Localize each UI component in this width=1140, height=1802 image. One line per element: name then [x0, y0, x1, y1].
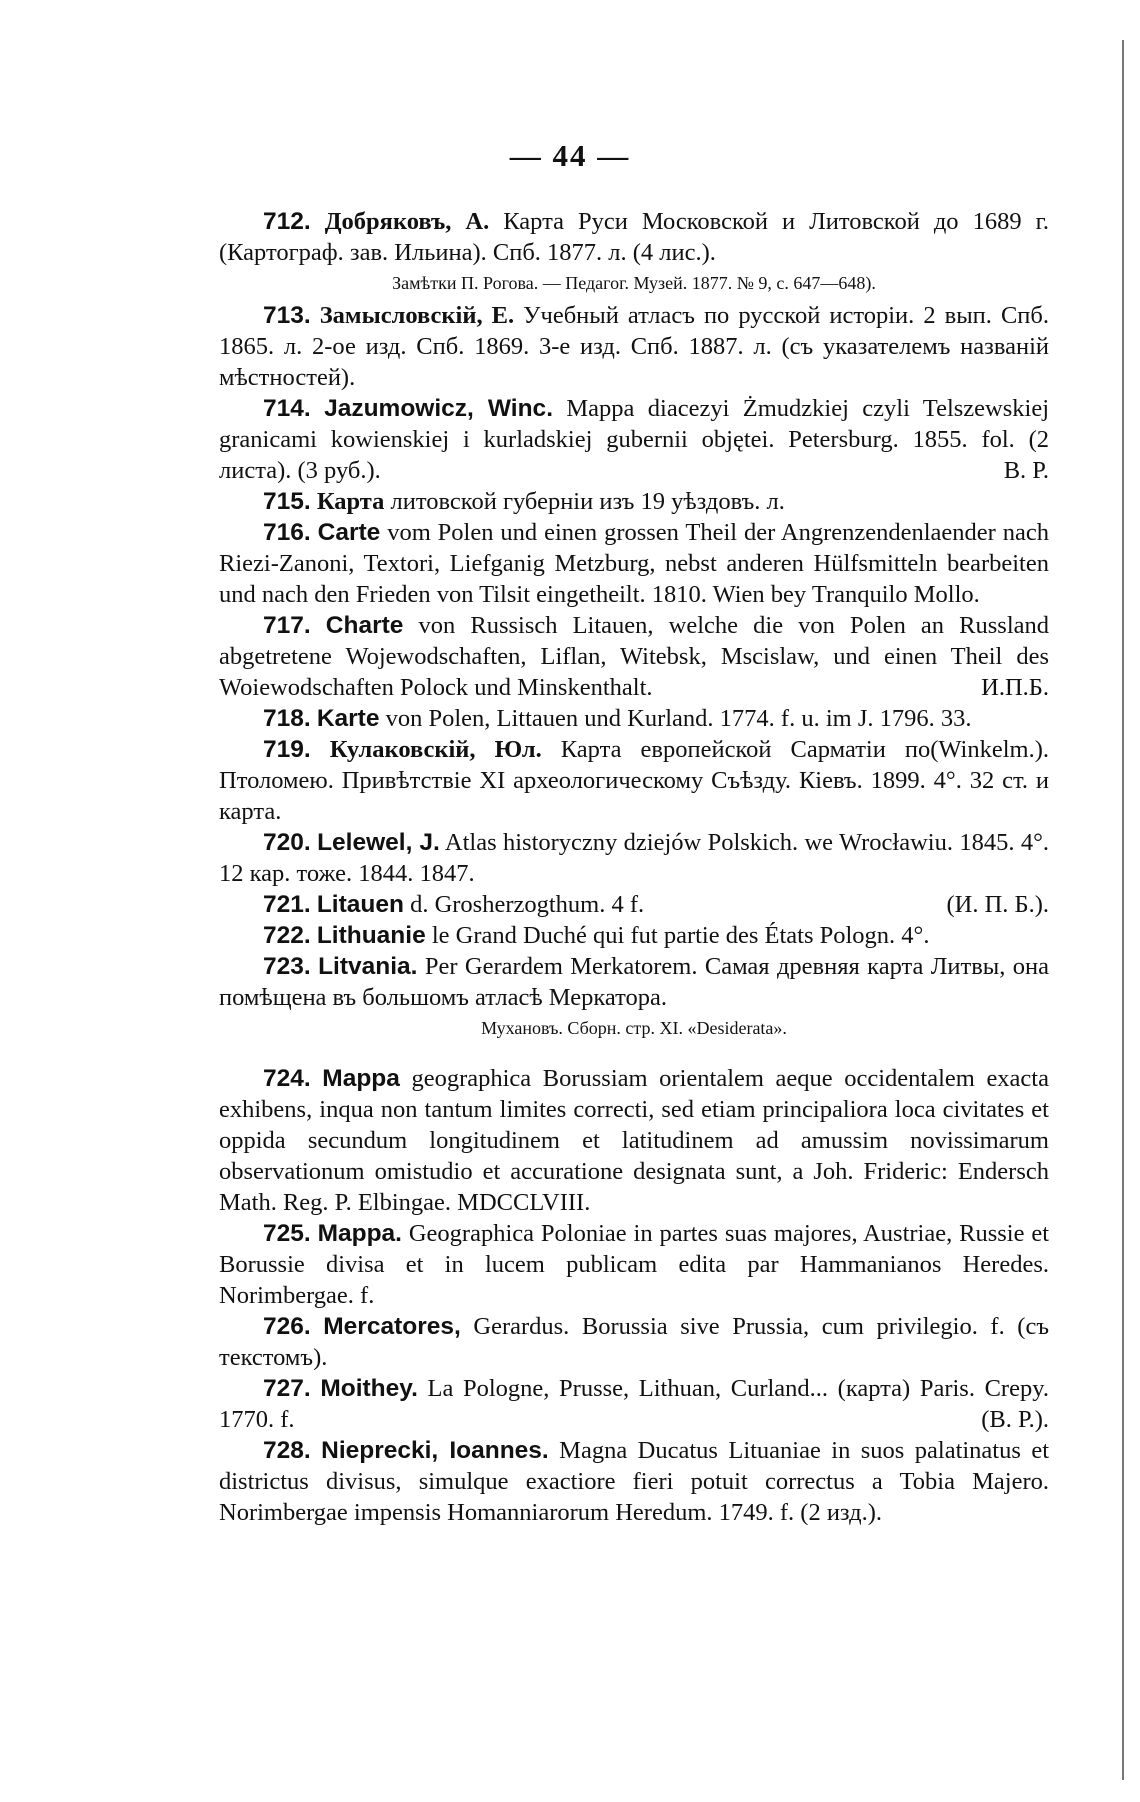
entry-number: 716.: [263, 519, 311, 546]
entry-text: Карта Руси Московской и Литовской до 1689 г. (Картограф. зав. Ильина). Спб. 1877. л. (4 лис.).: [219, 208, 1049, 266]
bibliography-entry: [219, 1063, 1049, 1218]
bibliography-entry: [219, 734, 1049, 827]
entry-heading: Nieprecki, Ioannes.: [321, 1437, 549, 1464]
entry-number: 726.: [263, 1313, 311, 1340]
entry-number: 722.: [263, 922, 311, 949]
entry-heading: Lithuanie: [316, 922, 426, 949]
entry-number: 717.: [263, 612, 311, 639]
entry-text: La Pologne, Prusse, Lithuan, Curland... (карта) Paris. Crepy. 1770. f.: [219, 1375, 1050, 1433]
entry-note: Мухановъ. Сборн. стр. XI. «Desiderata».: [481, 1018, 787, 1038]
entry-text: Учебный атласъ по русской исторіи. 2 вып. Спб. 1865. л. 2-ое изд. Спб. 1869. 3-е изд. Спб. 1887. л. (съ указателемъ названій мѣстностей).: [219, 302, 1050, 391]
bibliography-entry: [219, 206, 1049, 268]
bibliography-column: [219, 206, 1049, 1528]
entry-number: 723.: [263, 953, 311, 980]
entry-number: 728.: [263, 1437, 311, 1464]
bibliography-entry: [219, 1218, 1049, 1311]
entry-heading: Litauen: [316, 891, 404, 918]
bibliography-entry: [219, 889, 1049, 920]
entry-text: литовской губерніи изъ 19 уѣздовъ. л.: [384, 488, 785, 515]
entry-number: 715.: [263, 488, 311, 515]
entry-source-marker: (В. Р.).: [981, 1406, 1049, 1433]
entry-heading: Карта: [316, 488, 385, 515]
spacer: [219, 1045, 1049, 1063]
bibliography-entry: [219, 951, 1049, 1013]
entry-number: 714.: [263, 395, 311, 422]
entry-number: 721.: [263, 891, 311, 918]
page-number: — 44 —: [509, 138, 631, 173]
entry-number: 712.: [263, 208, 311, 235]
entry-heading: Кулаковскій, Юл.: [329, 736, 542, 763]
entry-number: 727.: [263, 1375, 311, 1402]
bibliography-entry: [219, 517, 1049, 610]
entry-text: Карта европейской Сарматіи по Птоломею. Привѣтствіе XI археологическому Съѣзду. Кіевъ. 1899. 4°. 32 ст. и карта.: [219, 736, 1049, 825]
entry-heading: Замысловскій, Е.: [319, 302, 515, 329]
entry-number: 725.: [263, 1220, 311, 1247]
bibliography-entry: [219, 486, 1049, 517]
bibliography-entry: [219, 920, 1049, 951]
entry-source-marker: В. Р.: [1003, 457, 1049, 484]
entry-text: geographica Borussiam orientalem aeque occidentalem exacta exhibens, inqua non tantum limites correcti, sed etiam principaliora loca civitates et oppida secundum longitudinem et latitudinem ad amussim novissimarum observationum omistudio et accuratione designata sunt, a Joh. Frideric: Endersch Math. Reg. P. Elbingae. MDCCLVIII.: [219, 1065, 1049, 1216]
entry-text: von Polen, Littauen und Kurland. 1774. f. u. im J. 1796. 33.: [379, 705, 972, 732]
bibliography-entry: [219, 300, 1049, 393]
entry-text: Geographica Poloniae in partes suas majores, Austriae, Russie et Borussie divisa et in lucem publicam edita par Hammanianos Heredes. Norimbergae. f.: [219, 1220, 1050, 1309]
entry-note: Замѣтки П. Рогова. — Педагог. Музей. 1877. № 9, с. 647—648).: [392, 273, 876, 293]
entry-source-marker: (И. П. Б.).: [946, 891, 1049, 918]
entry-heading: Jazumowicz, Winc.: [324, 395, 553, 422]
entry-heading: Mercatores,: [323, 1313, 461, 1340]
entry-source-marker: (Winkelm.).: [930, 736, 1049, 763]
entry-number: 724.: [263, 1065, 311, 1092]
entry-text: vom Polen und einen grossen Theil der Angrenzendenlaender nach Riezi-Zanoni, Textori, Liefganig Metzburg, nebst anderen Hülfsmitteln bearbeiten und nach den Frieden von Tilsit eingetheilt. 1810. Wien bey Tranquilo Mollo.: [219, 519, 1050, 608]
entry-heading: Добряковъ, А.: [324, 208, 490, 235]
entry-text: von Russisch Litauen, welche die von Polen an Russland abgetretene Wojewodschaften, Liflan, Witebsk, Mscislaw, und einen Theil des Woiewodschaften Polock und Minskenthalt.: [219, 612, 1050, 701]
entry-heading: Moithey.: [320, 1375, 418, 1402]
entry-text: Mappa diacezyi Żmudzkiej czyli Telszewskiej granicami kowienskiej i kurladskiej gubernii objętei. Petersburg. 1855. fol. (2 листа). (3 руб.).: [219, 395, 1049, 484]
entry-heading: Mappa: [322, 1065, 400, 1092]
entry-text: d. Grosherzogthum. 4 f.: [403, 891, 645, 918]
bibliography-entry: [219, 1311, 1049, 1373]
bibliography-entry: [219, 1373, 1049, 1435]
entry-text: Gerardus. Borussia sive Prussia, cum privilegio. f. (съ текстомъ).: [219, 1313, 1049, 1371]
entry-heading: Carte: [317, 519, 381, 546]
entry-heading: Mappa.: [317, 1220, 402, 1247]
entry-number: 713.: [263, 302, 311, 329]
entry-text: Atlas historyczny dziejów Polskich. we Wrocławiu. 1845. 4°. 12 кар. тоже. 1844. 1847.: [219, 829, 1050, 887]
entry-heading: Karte: [316, 705, 380, 732]
bibliography-entry: [219, 827, 1049, 889]
entry-heading: Litvania.: [318, 953, 418, 980]
entry-text: Magna Ducatus Lituaniae in suos palatinatus et districtus divisus, simulque exactiore fieri potuit correctus a Tobia Majero. Norimbergae impensis Homanniarorum Heredum. 1749. f. (2 изд.).: [219, 1437, 1050, 1526]
entry-number: 718.: [263, 705, 311, 732]
entry-number: 719.: [263, 736, 311, 763]
entry-number: 720.: [263, 829, 311, 856]
entry-text: Per Gerardem Merkatorem. Самая древняя карта Литвы, она помѣщена въ большомъ атласѣ Меркатора.: [219, 953, 1050, 1011]
scan-edge-line: [1122, 40, 1124, 1780]
entry-heading: Charte: [325, 612, 404, 639]
bibliography-entry: [219, 393, 1049, 486]
bibliography-entry: [219, 1435, 1049, 1528]
entry-source-marker: И.П.Б.: [981, 674, 1049, 701]
bibliography-entry: [219, 610, 1049, 703]
entry-heading: Lelewel, J.: [317, 829, 440, 856]
entry-text: le Grand Duché qui fut partie des États Pologn. 4°.: [425, 922, 930, 949]
